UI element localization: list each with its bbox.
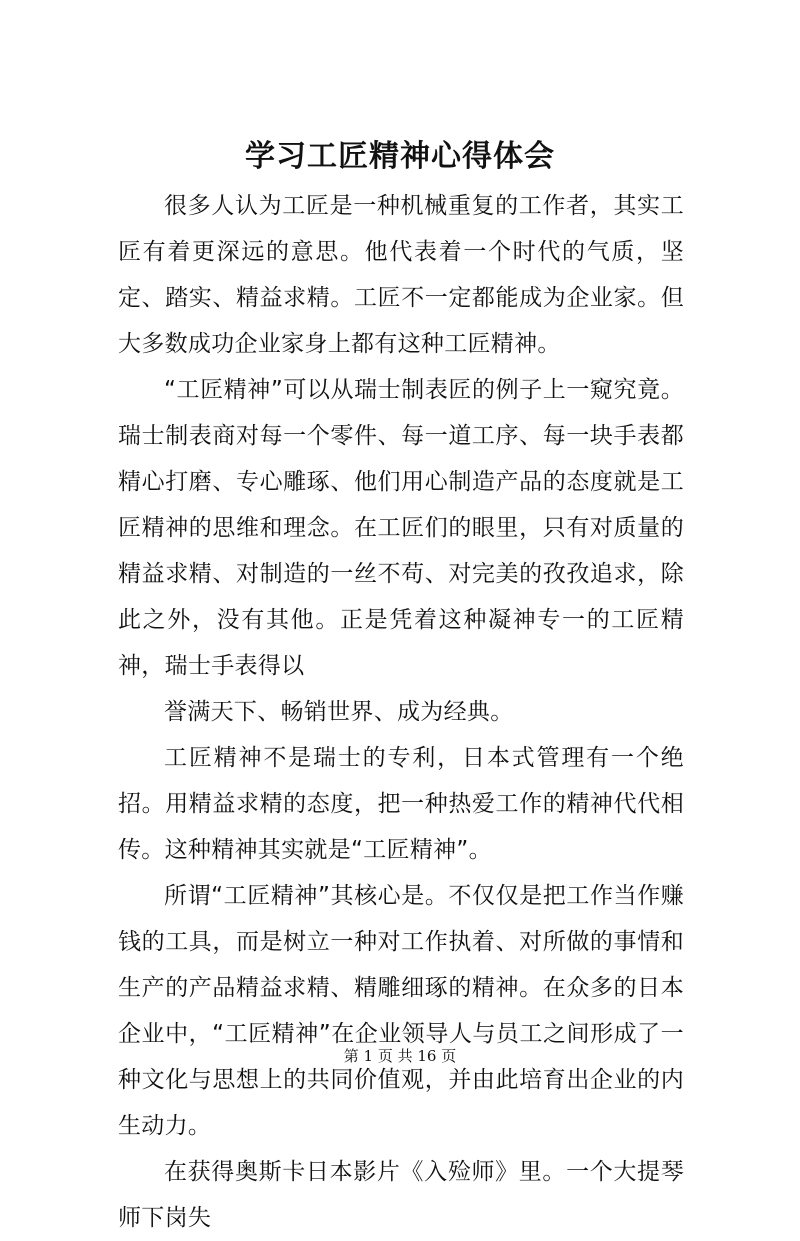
paragraph-1: 很多人认为工匠是一种机械重复的工作者，其实工匠有着更深远的意思。他代表着一个时代的气质，坚定、踏实、精益求精。工匠不一定都能成为企业家。但大多数成功企业家身上都有这种工匠精神。: [118, 193, 684, 357]
page-number-footer: 第 1 页 共 16 页: [343, 1047, 457, 1065]
paragraph-3: 誉满天下、畅销世界、成为经典。: [164, 699, 514, 725]
paragraph-4: 工匠精神不是瑞士的专利，日本式管理有一个绝招。用精益求精的态度，把一种热爱工作的精神代代相传。这种精神其实就是“工匠精神”。: [118, 745, 684, 863]
paragraph-6: 在获得奥斯卡日本影片《入殓师》里。一个大提琴师下岗失: [118, 1159, 684, 1231]
paragraph-2: “工匠精神”可以从瑞士制表匠的例子上一窥究竟。瑞士制表商对每一个零件、每一道工序、每一块手表都精心打磨、专心雕琢、他们用心制造产品的态度就是工匠精神的思维和理念。在工匠们的眼里，只有对质量的精益求精、对制造的一丝不苟、对完美的孜孜追求，除此之外，没有其他。正是凭着这种凝神专一的工匠精神，瑞士手表得以: [118, 377, 684, 679]
paragraph-5: 所谓“工匠精神”其核心是。不仅仅是把工作当作赚钱的工具，而是树立一种对工作执着、对所做的事情和生产的产品精益求精、精雕细琢的精神。在众多的日本企业中，“工匠精神”在企业领导人与员工之间形成了一种文化与思想上的共同价值观，并由此培育出企业的内生动力。: [118, 883, 684, 1139]
document-title: 学习工匠精神心得体会: [245, 139, 555, 174]
document-body: [118, 183, 684, 1241]
